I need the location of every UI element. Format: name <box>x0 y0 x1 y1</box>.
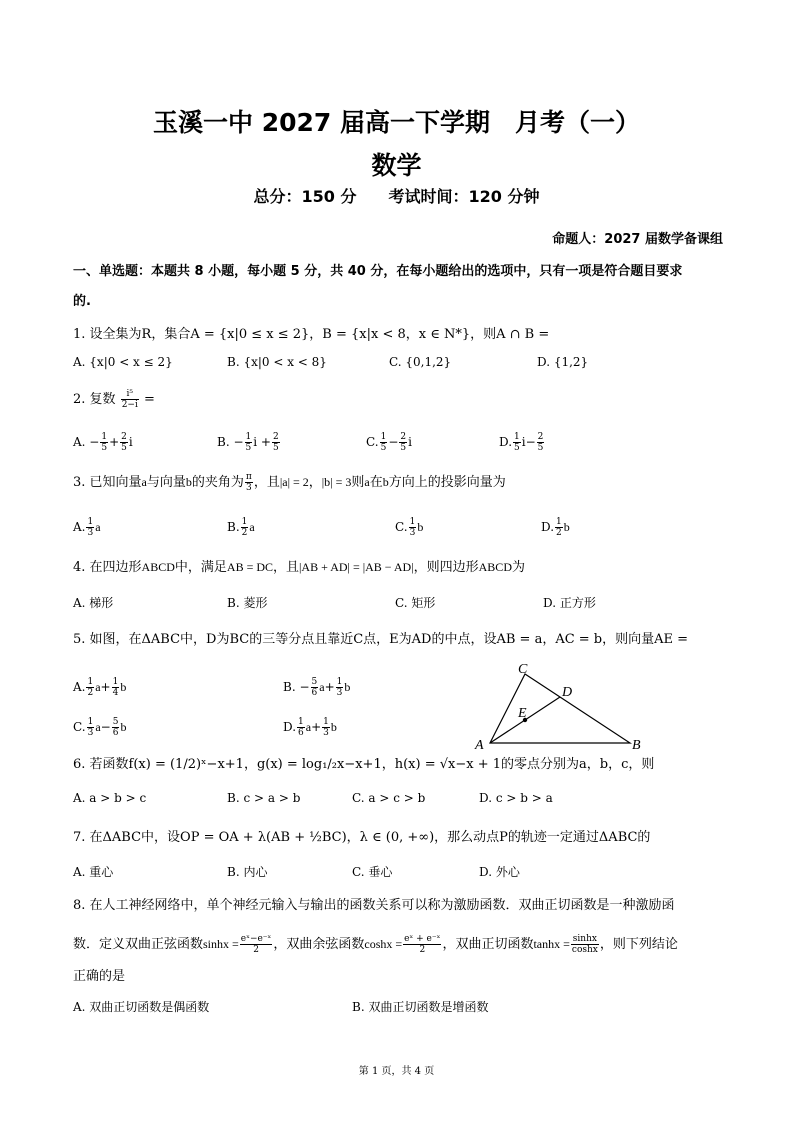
q2-prefix: 2. 复数 <box>73 392 116 407</box>
q7-option-c[interactable]: C. 垂心 <box>352 865 393 879</box>
q6-option-a[interactable]: A. a > b > c <box>73 791 147 805</box>
label-b: B <box>632 738 641 753</box>
question-8-line3: 正确的是 <box>73 969 126 984</box>
question-2-stem: 2. 复数 $\frac{\text{i⁵}}{2-i}$ = <box>73 389 155 410</box>
q7-option-b[interactable]: B. 内心 <box>227 865 268 879</box>
question-1-stem: 1. 设全集为R，集合A = {x|0 ≤ x ≤ 2}，B = {x|x < 8，x ∈ N*}，则A ∩ B = <box>73 327 550 342</box>
page-footer: 第 1 页，共 4 页 <box>358 1066 435 1077</box>
label-c: C <box>518 662 528 677</box>
triangle-abc <box>490 674 630 743</box>
q3-option-a[interactable]: A. $\frac{1}{3}$ a <box>73 517 101 538</box>
q4-option-c[interactable]: C. 矩形 <box>395 596 436 610</box>
q2-option-b[interactable]: B. − $\frac{1}{5}$ i + $\frac{2}{5}$ <box>217 432 279 453</box>
q2-option-d[interactable]: D. $\frac{1}{5}$ i− $\frac{2}{5}$ <box>499 432 544 453</box>
q1-option-c[interactable]: C. {0,1,2} <box>389 355 452 369</box>
question-8-line2: 数．定义双曲正弦函数sinhx = $\frac{\text{eˣ−e⁻ˣ}}{2}$ ，双曲余弦函数coshx = $\frac{\text{eˣ + e⁻ˣ}}{2}$ ，双曲正切函数tanhx = $\frac{\sinh x}{\cosh x}$ ，则下列结论 <box>73 934 678 955</box>
q7-option-a[interactable]: A. 重心 <box>73 865 114 879</box>
q5-option-c[interactable]: C. $\frac{1}{3}$ a− $\frac{5}{6}$ b <box>73 717 127 738</box>
question-5-stem: 5. 如图，在ΔABC中，D为BC的三等分点且靠近C点，E为AD的中点，设AB = a，AC = b，则向量AE = <box>73 632 689 647</box>
question-6-stem: 6. 若函数f(x) = (1/2)ˣ−x+1，g(x) = log₁/₂x−x+1，h(x) = √x−x + 1的零点分别为a，b，c，则 <box>73 757 655 772</box>
question-8-line1: 8. 在人工神经网络中，单个神经元输入与输出的函数关系可以称为激励函数．双曲正切函数是一种激励函 <box>73 898 675 913</box>
label-e: E <box>518 706 527 721</box>
q1-option-b[interactable]: B. {x|0 < x < 8} <box>227 355 327 369</box>
q3-option-d[interactable]: D. $\frac{1}{2}$ b <box>541 517 570 538</box>
q5-option-b[interactable]: B. − $\frac{5}{6}$ a+ $\frac{1}{3}$ b <box>283 677 351 698</box>
section-heading-cont: 的. <box>73 294 91 309</box>
q3-option-c[interactable]: C. $\frac{1}{3}$ b <box>395 517 424 538</box>
subject-title: 数学 <box>371 151 422 180</box>
question-4-stem: 4. 在四边形ABCD中，满足AB = DC，且|AB + AD| = |AB − AD|，则四边形ABCD为 <box>73 560 525 575</box>
q6-option-b[interactable]: B. c > a > b <box>227 791 301 805</box>
question-7-stem: 7. 在ΔABC中，设OP = OA + λ(AB + ½BC)，λ ∈ (0, +∞)，那么动点P的轨迹一定通过ΔABC的 <box>73 830 651 845</box>
question-3-stem: 3. 已知向量a与向量b的夹角为 $\frac{\pi}{3}$ ，且|a| = 2，|b| = 3则a在b方向上的投影向量为 <box>73 472 506 493</box>
q1-option-a[interactable]: A. {x|0 < x ≤ 2} <box>73 355 173 369</box>
label-d: D <box>562 685 573 700</box>
q4-option-b[interactable]: B. 菱形 <box>227 596 268 610</box>
triangle-figure <box>470 660 650 755</box>
q6-option-c[interactable]: C. a > c > b <box>352 791 426 805</box>
q4-option-a[interactable]: A. 梯形 <box>73 596 114 610</box>
exam-meta: 总分：150 分 考试时间：120 分钟 <box>253 187 540 206</box>
q1-option-d[interactable]: D. {1,2} <box>537 355 589 369</box>
label-a: A <box>475 738 484 753</box>
author-line: 命题人：2027 届数学备课组 <box>552 232 723 247</box>
q2-option-a[interactable]: A. − $\frac{1}{5}$ + $\frac{2}{5}$ i <box>73 432 133 453</box>
q8-option-b[interactable]: B. 双曲正切函数是增函数 <box>352 1000 489 1014</box>
q2-option-c[interactable]: C. $\frac{1}{5}$ − $\frac{2}{5}$ i <box>366 432 412 453</box>
section-heading: 一、单选题：本题共 8 小题，每小题 5 分，共 40 分，在每小题给出的选项中，只有一项是符合题目要求 <box>73 264 683 279</box>
q3-option-b[interactable]: B. $\frac{1}{2}$ a <box>227 517 255 538</box>
q6-option-d[interactable]: D. c > b > a <box>479 791 553 805</box>
q2-fraction: $\frac{\text{i⁵}}{2-i}$ <box>121 389 138 410</box>
q4-option-d[interactable]: D. 正方形 <box>543 596 596 610</box>
q7-option-d[interactable]: D. 外心 <box>479 865 520 879</box>
exam-title: 玉溪一中 2027 届高一下学期 月考（一） <box>153 108 640 137</box>
q5-option-d[interactable]: D. $\frac{1}{6}$ a+ $\frac{1}{3}$ b <box>283 717 337 738</box>
q8-option-a[interactable]: A. 双曲正切函数是偶函数 <box>73 1000 210 1014</box>
q5-option-a[interactable]: A. $\frac{1}{2}$ a+ $\frac{1}{4}$ b <box>73 677 127 698</box>
